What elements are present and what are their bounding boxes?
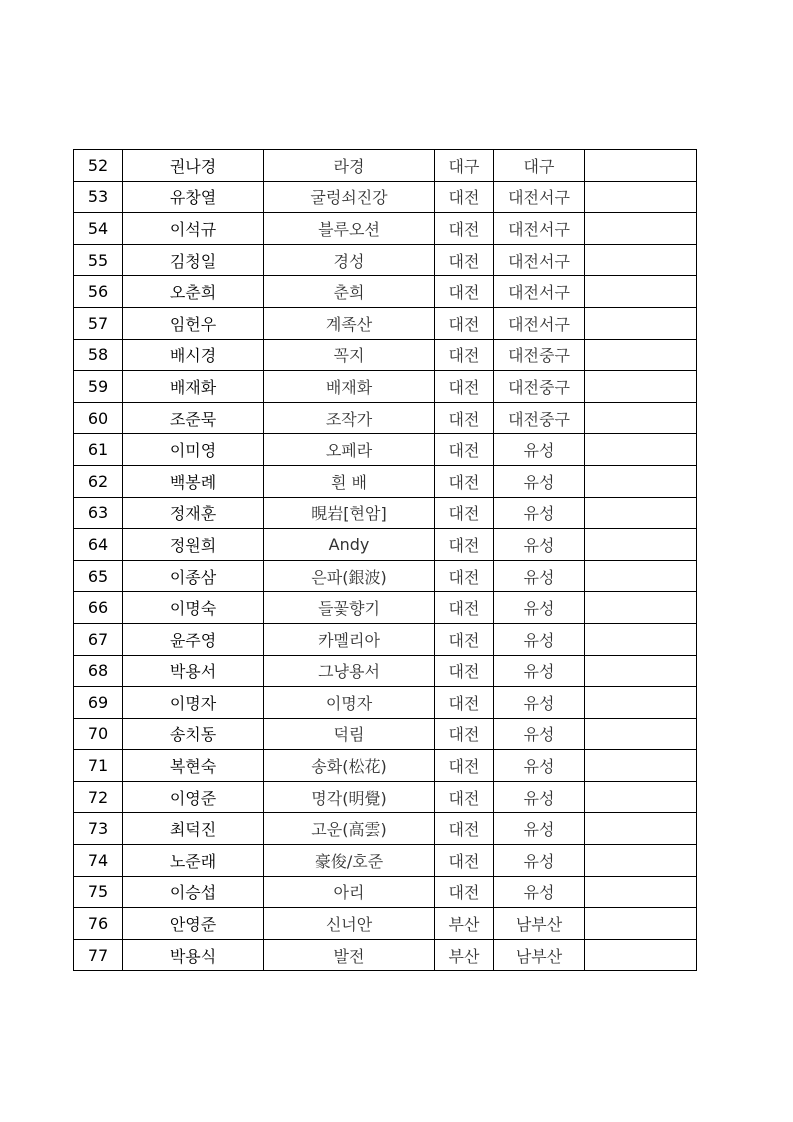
district-cell: 유성	[494, 560, 585, 592]
pen-name-cell: 신너안	[264, 908, 435, 940]
member-name-cell: 권나경	[123, 150, 264, 182]
pen-name-cell: 발전	[264, 939, 435, 971]
pen-name-cell: 흰 배	[264, 465, 435, 497]
note-cell	[585, 276, 697, 308]
table-row	[74, 307, 697, 339]
row-number-cell: 71	[74, 750, 123, 782]
member-name-cell: 유창열	[123, 181, 264, 213]
table-row	[74, 750, 697, 782]
note-cell	[585, 181, 697, 213]
table-row	[74, 560, 697, 592]
row-number-cell: 67	[74, 623, 123, 655]
pen-name-cell: 블루오션	[264, 213, 435, 245]
district-cell: 유성	[494, 718, 585, 750]
note-cell	[585, 150, 697, 182]
row-number-cell: 62	[74, 465, 123, 497]
note-cell	[585, 908, 697, 940]
district-cell: 유성	[494, 623, 585, 655]
district-cell: 대전서구	[494, 307, 585, 339]
member-roster-table	[73, 149, 697, 971]
district-cell: 유성	[494, 497, 585, 529]
city-cell: 부산	[435, 939, 494, 971]
city-cell: 부산	[435, 908, 494, 940]
table-row	[74, 213, 697, 245]
note-cell	[585, 655, 697, 687]
city-cell: 대전	[435, 402, 494, 434]
member-name-cell: 윤주영	[123, 623, 264, 655]
district-cell: 유성	[494, 813, 585, 845]
row-number-cell: 61	[74, 434, 123, 466]
table-row	[74, 623, 697, 655]
district-cell: 유성	[494, 465, 585, 497]
note-cell	[585, 876, 697, 908]
pen-name-cell: 춘희	[264, 276, 435, 308]
city-cell: 대전	[435, 845, 494, 877]
member-name-cell: 오춘희	[123, 276, 264, 308]
table-row	[74, 845, 697, 877]
district-cell: 대전중구	[494, 339, 585, 371]
member-name-cell: 정원희	[123, 529, 264, 561]
pen-name-cell: 이명자	[264, 687, 435, 719]
table-row	[74, 150, 697, 182]
district-cell: 유성	[494, 687, 585, 719]
pen-name-cell: 배재화	[264, 371, 435, 403]
pen-name-cell: 송화(松花)	[264, 750, 435, 782]
member-name-cell: 이승섭	[123, 876, 264, 908]
table-row	[74, 939, 697, 971]
table-row	[74, 908, 697, 940]
note-cell	[585, 718, 697, 750]
district-cell: 대전서구	[494, 213, 585, 245]
row-number-cell: 66	[74, 592, 123, 624]
note-cell	[585, 592, 697, 624]
note-cell	[585, 845, 697, 877]
table-row	[74, 813, 697, 845]
pen-name-cell: 경성	[264, 244, 435, 276]
note-cell	[585, 434, 697, 466]
member-name-cell: 복현숙	[123, 750, 264, 782]
city-cell: 대전	[435, 718, 494, 750]
city-cell: 대전	[435, 529, 494, 561]
member-name-cell: 정재훈	[123, 497, 264, 529]
table-row	[74, 434, 697, 466]
district-cell: 유성	[494, 592, 585, 624]
member-name-cell: 백봉례	[123, 465, 264, 497]
pen-name-cell: 오페라	[264, 434, 435, 466]
table-row	[74, 718, 697, 750]
member-name-cell: 이석규	[123, 213, 264, 245]
row-number-cell: 65	[74, 560, 123, 592]
table-row	[74, 876, 697, 908]
row-number-cell: 74	[74, 845, 123, 877]
pen-name-cell: 豪俊/호준	[264, 845, 435, 877]
row-number-cell: 75	[74, 876, 123, 908]
note-cell	[585, 497, 697, 529]
district-cell: 유성	[494, 750, 585, 782]
row-number-cell: 70	[74, 718, 123, 750]
member-name-cell: 박용서	[123, 655, 264, 687]
note-cell	[585, 529, 697, 561]
city-cell: 대전	[435, 181, 494, 213]
member-name-cell: 배재화	[123, 371, 264, 403]
district-cell: 유성	[494, 655, 585, 687]
city-cell: 대전	[435, 244, 494, 276]
pen-name-cell: 들꽃향기	[264, 592, 435, 624]
member-name-cell: 노준래	[123, 845, 264, 877]
table-row	[74, 497, 697, 529]
member-name-cell: 최덕진	[123, 813, 264, 845]
row-number-cell: 54	[74, 213, 123, 245]
pen-name-cell: 굴렁쇠진강	[264, 181, 435, 213]
city-cell: 대전	[435, 339, 494, 371]
member-name-cell: 이미영	[123, 434, 264, 466]
district-cell: 유성	[494, 845, 585, 877]
table-row	[74, 687, 697, 719]
member-name-cell: 임헌우	[123, 307, 264, 339]
member-name-cell: 안영준	[123, 908, 264, 940]
member-name-cell: 김청일	[123, 244, 264, 276]
district-cell: 대전중구	[494, 402, 585, 434]
pen-name-cell: 명각(明覺)	[264, 781, 435, 813]
city-cell: 대전	[435, 434, 494, 466]
city-cell: 대전	[435, 876, 494, 908]
member-name-cell: 조준묵	[123, 402, 264, 434]
pen-name-cell: 카멜리아	[264, 623, 435, 655]
note-cell	[585, 623, 697, 655]
row-number-cell: 57	[74, 307, 123, 339]
table-row	[74, 371, 697, 403]
pen-name-cell: 아리	[264, 876, 435, 908]
note-cell	[585, 465, 697, 497]
district-cell: 남부산	[494, 939, 585, 971]
city-cell: 대전	[435, 307, 494, 339]
row-number-cell: 64	[74, 529, 123, 561]
member-name-cell: 배시경	[123, 339, 264, 371]
city-cell: 대전	[435, 781, 494, 813]
table-row	[74, 339, 697, 371]
pen-name-cell: 라경	[264, 150, 435, 182]
member-name-cell: 박용식	[123, 939, 264, 971]
pen-name-cell: 고운(高雲)	[264, 813, 435, 845]
district-cell: 대전서구	[494, 244, 585, 276]
pen-name-cell: 꼭지	[264, 339, 435, 371]
note-cell	[585, 687, 697, 719]
pen-name-cell: Andy	[264, 529, 435, 561]
table-row	[74, 655, 697, 687]
city-cell: 대전	[435, 497, 494, 529]
district-cell: 대전서구	[494, 181, 585, 213]
pen-name-cell: 조작가	[264, 402, 435, 434]
district-cell: 유성	[494, 434, 585, 466]
table-row	[74, 276, 697, 308]
note-cell	[585, 939, 697, 971]
note-cell	[585, 813, 697, 845]
table-row	[74, 244, 697, 276]
city-cell: 대전	[435, 623, 494, 655]
member-name-cell: 송치동	[123, 718, 264, 750]
table-row	[74, 592, 697, 624]
city-cell: 대전	[435, 750, 494, 782]
table-row	[74, 781, 697, 813]
note-cell	[585, 750, 697, 782]
member-name-cell: 이명자	[123, 687, 264, 719]
pen-name-cell: 은파(銀波)	[264, 560, 435, 592]
district-cell: 유성	[494, 529, 585, 561]
row-number-cell: 63	[74, 497, 123, 529]
note-cell	[585, 213, 697, 245]
city-cell: 대전	[435, 592, 494, 624]
district-cell: 유성	[494, 781, 585, 813]
note-cell	[585, 339, 697, 371]
member-name-cell: 이종삼	[123, 560, 264, 592]
city-cell: 대전	[435, 465, 494, 497]
row-number-cell: 58	[74, 339, 123, 371]
row-number-cell: 53	[74, 181, 123, 213]
table-row	[74, 465, 697, 497]
note-cell	[585, 781, 697, 813]
table-row	[74, 402, 697, 434]
note-cell	[585, 371, 697, 403]
district-cell: 남부산	[494, 908, 585, 940]
row-number-cell: 77	[74, 939, 123, 971]
city-cell: 대전	[435, 371, 494, 403]
district-cell: 유성	[494, 876, 585, 908]
row-number-cell: 68	[74, 655, 123, 687]
row-number-cell: 60	[74, 402, 123, 434]
city-cell: 대전	[435, 276, 494, 308]
pen-name-cell: 계족산	[264, 307, 435, 339]
note-cell	[585, 307, 697, 339]
pen-name-cell: 晛岩[현암]	[264, 497, 435, 529]
row-number-cell: 69	[74, 687, 123, 719]
city-cell: 대전	[435, 813, 494, 845]
row-number-cell: 59	[74, 371, 123, 403]
table-row	[74, 181, 697, 213]
city-cell: 대구	[435, 150, 494, 182]
district-cell: 대전중구	[494, 371, 585, 403]
note-cell	[585, 560, 697, 592]
district-cell: 대전서구	[494, 276, 585, 308]
note-cell	[585, 244, 697, 276]
row-number-cell: 76	[74, 908, 123, 940]
member-name-cell: 이영준	[123, 781, 264, 813]
row-number-cell: 56	[74, 276, 123, 308]
city-cell: 대전	[435, 687, 494, 719]
city-cell: 대전	[435, 213, 494, 245]
city-cell: 대전	[435, 655, 494, 687]
district-cell: 대구	[494, 150, 585, 182]
pen-name-cell: 덕림	[264, 718, 435, 750]
row-number-cell: 73	[74, 813, 123, 845]
pen-name-cell: 그냥용서	[264, 655, 435, 687]
table-row	[74, 529, 697, 561]
note-cell	[585, 402, 697, 434]
member-name-cell: 이명숙	[123, 592, 264, 624]
row-number-cell: 72	[74, 781, 123, 813]
city-cell: 대전	[435, 560, 494, 592]
roster-body	[74, 150, 697, 971]
row-number-cell: 52	[74, 150, 123, 182]
row-number-cell: 55	[74, 244, 123, 276]
